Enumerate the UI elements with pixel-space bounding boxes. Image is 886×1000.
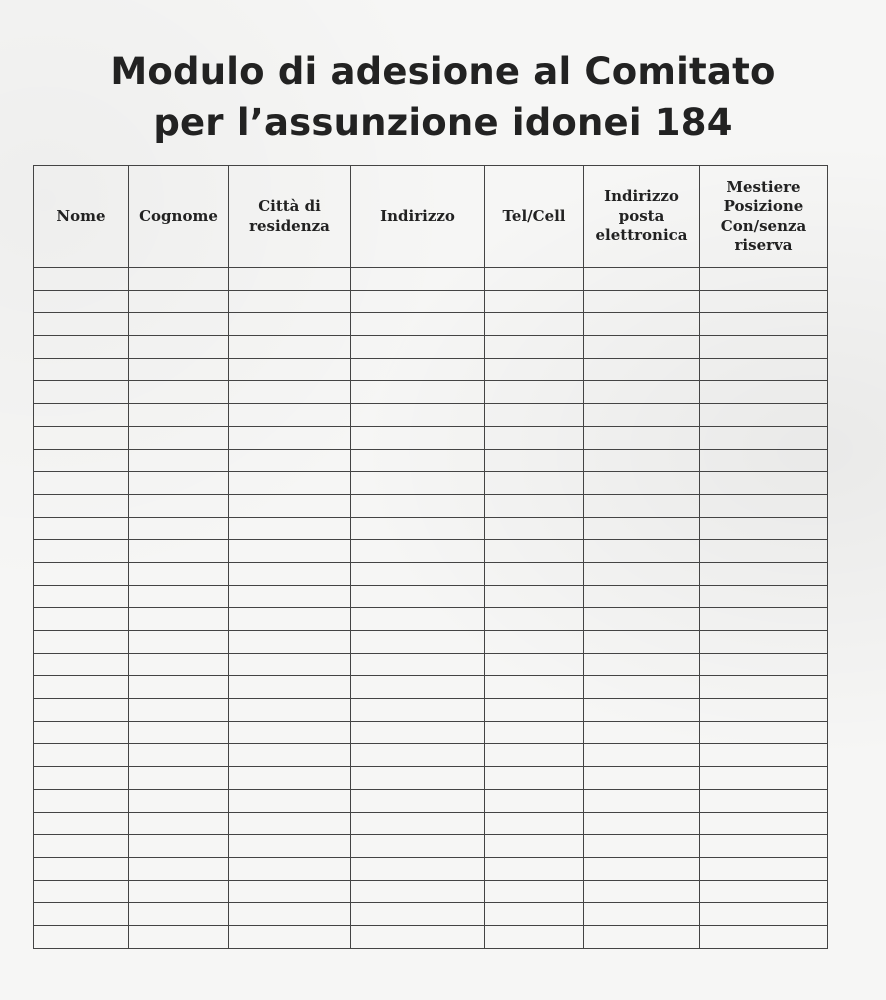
table-cell xyxy=(34,336,129,359)
table-cell xyxy=(584,721,700,744)
table-cell xyxy=(229,857,351,880)
table-cell xyxy=(700,925,828,948)
table-cell xyxy=(485,789,584,812)
table-cell xyxy=(584,585,700,608)
table-cell xyxy=(229,426,351,449)
table-cell xyxy=(584,517,700,540)
table-cell xyxy=(129,585,229,608)
table-cell xyxy=(34,540,129,563)
table-cell xyxy=(129,313,229,336)
table-cell xyxy=(584,336,700,359)
table-cell xyxy=(351,812,485,835)
table-cell xyxy=(485,857,584,880)
table-cell xyxy=(700,721,828,744)
table-cell xyxy=(485,404,584,427)
table-row xyxy=(34,358,828,381)
column-header-tel-cell: Tel/Cell xyxy=(485,166,584,268)
table-cell xyxy=(584,925,700,948)
table-row xyxy=(34,903,828,926)
table-cell xyxy=(129,426,229,449)
table-cell xyxy=(34,925,129,948)
table-cell xyxy=(584,404,700,427)
column-header-cognome: Cognome xyxy=(129,166,229,268)
table-cell xyxy=(129,857,229,880)
table-cell xyxy=(485,653,584,676)
table-cell xyxy=(129,404,229,427)
table-cell xyxy=(584,676,700,699)
column-header-citta-di-residenza: Città di residenza xyxy=(229,166,351,268)
table-cell xyxy=(351,653,485,676)
table-cell xyxy=(229,925,351,948)
table-cell xyxy=(584,631,700,654)
table-row xyxy=(34,721,828,744)
table-cell xyxy=(584,699,700,722)
table-cell xyxy=(485,903,584,926)
table-cell xyxy=(229,358,351,381)
table-cell xyxy=(351,268,485,291)
table-row xyxy=(34,676,828,699)
table-row xyxy=(34,404,828,427)
table-cell xyxy=(129,880,229,903)
table-cell xyxy=(351,767,485,790)
table-cell xyxy=(129,789,229,812)
table-cell xyxy=(34,789,129,812)
table-row xyxy=(34,744,828,767)
table-cell xyxy=(700,540,828,563)
table-cell xyxy=(229,562,351,585)
table-cell xyxy=(584,608,700,631)
table-cell xyxy=(584,744,700,767)
table-cell xyxy=(229,585,351,608)
table-cell xyxy=(700,789,828,812)
table-cell xyxy=(229,903,351,926)
table-header-row xyxy=(34,166,828,268)
table-cell xyxy=(700,880,828,903)
table-cell xyxy=(351,857,485,880)
table-cell xyxy=(485,585,584,608)
table-cell xyxy=(485,494,584,517)
table-row xyxy=(34,857,828,880)
table-cell xyxy=(129,268,229,291)
table-cell xyxy=(700,744,828,767)
table-row xyxy=(34,290,828,313)
table-cell xyxy=(129,744,229,767)
table-cell xyxy=(34,449,129,472)
table-cell xyxy=(584,835,700,858)
table-cell xyxy=(485,336,584,359)
table-cell xyxy=(485,358,584,381)
table-cell xyxy=(584,313,700,336)
table-cell xyxy=(229,290,351,313)
table-cell xyxy=(229,608,351,631)
table-cell xyxy=(351,336,485,359)
table-cell xyxy=(700,290,828,313)
table-cell xyxy=(584,562,700,585)
table-cell xyxy=(34,631,129,654)
table-cell xyxy=(351,472,485,495)
table-row xyxy=(34,540,828,563)
table-row xyxy=(34,812,828,835)
table-row xyxy=(34,925,828,948)
table-row xyxy=(34,631,828,654)
table-row xyxy=(34,767,828,790)
table-cell xyxy=(229,449,351,472)
table-cell xyxy=(485,631,584,654)
table-cell xyxy=(351,540,485,563)
table-cell xyxy=(229,721,351,744)
column-header-nome: Nome xyxy=(34,166,129,268)
table-cell xyxy=(351,699,485,722)
table-cell xyxy=(34,517,129,540)
table-cell xyxy=(700,426,828,449)
table-cell xyxy=(485,426,584,449)
table-cell xyxy=(351,676,485,699)
table-row xyxy=(34,381,828,404)
table-cell xyxy=(129,812,229,835)
table-cell xyxy=(34,313,129,336)
table-cell xyxy=(351,426,485,449)
table-cell xyxy=(34,268,129,291)
table-cell xyxy=(700,449,828,472)
table-cell xyxy=(129,767,229,790)
table-cell xyxy=(34,857,129,880)
table-cell xyxy=(129,449,229,472)
table-cell xyxy=(129,381,229,404)
table-cell xyxy=(351,880,485,903)
table-cell xyxy=(485,925,584,948)
table-cell xyxy=(584,789,700,812)
table-cell xyxy=(700,699,828,722)
table-cell xyxy=(700,358,828,381)
table-cell xyxy=(584,812,700,835)
table-cell xyxy=(229,767,351,790)
table-row xyxy=(34,653,828,676)
table-cell xyxy=(351,494,485,517)
table-cell xyxy=(34,835,129,858)
table-cell xyxy=(129,835,229,858)
table-row xyxy=(34,426,828,449)
table-cell xyxy=(229,313,351,336)
column-header-indirizzo: Indirizzo xyxy=(351,166,485,268)
table-cell xyxy=(34,880,129,903)
table-cell xyxy=(485,562,584,585)
table-cell xyxy=(129,903,229,926)
table-cell xyxy=(485,268,584,291)
table-cell xyxy=(485,699,584,722)
table-cell xyxy=(129,699,229,722)
table-cell xyxy=(229,494,351,517)
table-cell xyxy=(34,744,129,767)
table-cell xyxy=(584,472,700,495)
table-cell xyxy=(351,562,485,585)
table-cell xyxy=(584,358,700,381)
table-cell xyxy=(485,290,584,313)
table-cell xyxy=(584,449,700,472)
table-cell xyxy=(700,653,828,676)
column-header-mestiere-posizione: Mestiere Posizione Con/senza riserva xyxy=(700,166,828,268)
table-row xyxy=(34,449,828,472)
table-cell xyxy=(351,789,485,812)
table-cell xyxy=(584,381,700,404)
table-cell xyxy=(351,358,485,381)
table-cell xyxy=(485,608,584,631)
table-cell xyxy=(129,336,229,359)
table-cell xyxy=(34,812,129,835)
table-cell xyxy=(700,857,828,880)
table-row xyxy=(34,789,828,812)
table-cell xyxy=(229,744,351,767)
table-cell xyxy=(351,925,485,948)
table-cell xyxy=(485,676,584,699)
table-cell xyxy=(700,313,828,336)
table-cell xyxy=(34,562,129,585)
table-cell xyxy=(34,404,129,427)
table-cell xyxy=(229,336,351,359)
table-cell xyxy=(34,767,129,790)
table-row xyxy=(34,472,828,495)
table-cell xyxy=(229,268,351,291)
table-row xyxy=(34,585,828,608)
table-row xyxy=(34,608,828,631)
table-cell xyxy=(351,517,485,540)
column-header-indirizzo-posta-elettronica: Indirizzo posta elettronica xyxy=(584,166,700,268)
table-cell xyxy=(351,449,485,472)
table-cell xyxy=(700,631,828,654)
table-row xyxy=(34,313,828,336)
table-cell xyxy=(229,699,351,722)
table-cell xyxy=(700,268,828,291)
table-cell xyxy=(129,540,229,563)
table-cell xyxy=(34,358,129,381)
table-cell xyxy=(34,426,129,449)
table-cell xyxy=(584,653,700,676)
table-cell xyxy=(485,381,584,404)
table-cell xyxy=(700,562,828,585)
table-cell xyxy=(351,835,485,858)
table-cell xyxy=(129,517,229,540)
table-cell xyxy=(584,268,700,291)
table-cell xyxy=(229,653,351,676)
table-cell xyxy=(351,290,485,313)
table-cell xyxy=(485,744,584,767)
table-cell xyxy=(485,721,584,744)
table-cell xyxy=(229,631,351,654)
form-title-line-1: Modulo di adesione al Comitato xyxy=(110,50,776,93)
table-cell xyxy=(229,381,351,404)
table-cell xyxy=(700,903,828,926)
table-row xyxy=(34,268,828,291)
table-cell xyxy=(700,608,828,631)
table-cell xyxy=(229,472,351,495)
table-cell xyxy=(229,812,351,835)
table-cell xyxy=(34,472,129,495)
table-cell xyxy=(34,653,129,676)
table-cell xyxy=(34,721,129,744)
table-row xyxy=(34,699,828,722)
table-cell xyxy=(129,290,229,313)
table-cell xyxy=(34,494,129,517)
table-cell xyxy=(351,721,485,744)
table-cell xyxy=(34,608,129,631)
table-cell xyxy=(229,676,351,699)
table-cell xyxy=(584,494,700,517)
table-cell xyxy=(34,903,129,926)
table-cell xyxy=(129,721,229,744)
table-row xyxy=(34,494,828,517)
table-cell xyxy=(700,517,828,540)
table-cell xyxy=(584,903,700,926)
table-cell xyxy=(129,925,229,948)
table-cell xyxy=(129,653,229,676)
table-cell xyxy=(351,744,485,767)
table-cell xyxy=(485,313,584,336)
table-cell xyxy=(229,835,351,858)
table-cell xyxy=(485,835,584,858)
table-cell xyxy=(351,313,485,336)
table-cell xyxy=(485,880,584,903)
table-cell xyxy=(485,812,584,835)
table-cell xyxy=(34,585,129,608)
table-cell xyxy=(351,608,485,631)
table-cell xyxy=(351,903,485,926)
table-cell xyxy=(34,676,129,699)
signup-table xyxy=(33,165,828,949)
table-cell xyxy=(129,494,229,517)
table-cell xyxy=(229,517,351,540)
table-cell xyxy=(351,631,485,654)
table-cell xyxy=(700,585,828,608)
table-cell xyxy=(351,585,485,608)
table-cell xyxy=(584,290,700,313)
table-cell xyxy=(584,426,700,449)
table-cell xyxy=(34,290,129,313)
table-cell xyxy=(351,381,485,404)
table-cell xyxy=(34,699,129,722)
table-cell xyxy=(229,880,351,903)
table-cell xyxy=(700,381,828,404)
table-cell xyxy=(129,358,229,381)
table-cell xyxy=(485,472,584,495)
table-cell xyxy=(229,789,351,812)
table-cell xyxy=(485,540,584,563)
table-cell xyxy=(700,767,828,790)
table-body xyxy=(34,268,828,949)
table-row xyxy=(34,517,828,540)
table-cell xyxy=(129,676,229,699)
form-title-line-2: per l’assunzione idonei 184 xyxy=(153,101,733,144)
table-cell xyxy=(485,517,584,540)
table-cell xyxy=(700,472,828,495)
table-cell xyxy=(129,631,229,654)
table-cell xyxy=(584,540,700,563)
table-cell xyxy=(700,676,828,699)
table-cell xyxy=(485,767,584,790)
table-cell xyxy=(129,608,229,631)
table-cell xyxy=(700,835,828,858)
table-row xyxy=(34,562,828,585)
table-cell xyxy=(34,381,129,404)
table-row xyxy=(34,336,828,359)
table-cell xyxy=(700,494,828,517)
table-cell xyxy=(584,767,700,790)
table-cell xyxy=(229,540,351,563)
table-row xyxy=(34,880,828,903)
table-cell xyxy=(584,880,700,903)
table-cell xyxy=(229,404,351,427)
table-cell xyxy=(485,449,584,472)
table-cell xyxy=(700,812,828,835)
table-cell xyxy=(700,336,828,359)
table-cell xyxy=(584,857,700,880)
table-cell xyxy=(351,404,485,427)
table-cell xyxy=(129,562,229,585)
table-row xyxy=(34,835,828,858)
table-cell xyxy=(700,404,828,427)
table-cell xyxy=(129,472,229,495)
